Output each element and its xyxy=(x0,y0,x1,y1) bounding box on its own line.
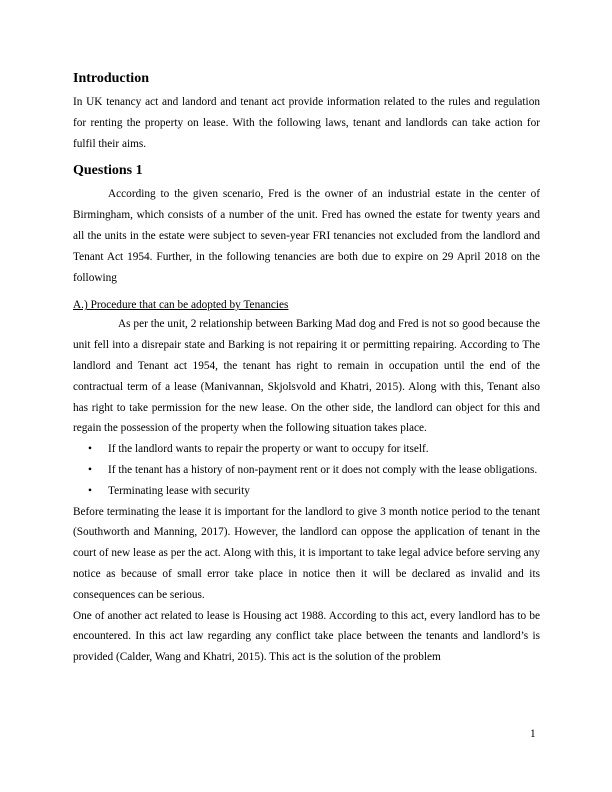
list-item-text: If the tenant has a history of non-payment rent or it does not comply with the lease obligations. xyxy=(108,463,538,476)
list-item xyxy=(73,481,540,502)
list-item xyxy=(73,460,540,481)
bullet-icon: • xyxy=(88,463,92,476)
introduction-paragraph: In UK tenancy act and landord and tenant act provide information related to the rules and regulation for renting the property on lease. With the following laws, tenant and landlords can take action for fulfil their aims. xyxy=(73,96,540,150)
bullet-icon: • xyxy=(88,484,92,497)
questions-1-heading: Questions 1 xyxy=(73,163,143,179)
section-a-heading: A.) Procedure that can be adopted by Tenancies xyxy=(73,299,289,312)
condition-bullet-list xyxy=(73,439,540,501)
list-item-text: If the landlord wants to repair the property or want to occupy for itself. xyxy=(108,443,429,456)
section-a-paragraph-1: As per the unit, 2 relationship between Barking Mad dog and Fred is not so good because the unit fell into a disrepair state and Barking is not repairing it or permitting repairing. According to The landlord and Tenant act 1954, the tenant has right to remain in occupation until the end of the contractual term of a lease (Manivannan, Skjolsvold and Khatri, 2015). Along with this, Tenant also has right to take permission for the new lease. On the other side, the landlord can object for this and regain the possession of the property when the following situation takes place. xyxy=(73,318,540,435)
document-page xyxy=(73,70,540,668)
section-a-paragraph-3: One of another act related to lease is Housing act 1988. According to this act, every landlord has to be encountered. In this act law regarding any conflict take place between the tenants and landlord’s is provided (Calder, Wang and Khatri, 2015). This act is the solution of the problem xyxy=(73,609,540,664)
introduction-heading: Introduction xyxy=(73,71,149,86)
list-item xyxy=(73,439,540,460)
list-item-text: Terminating lease with security xyxy=(108,484,250,497)
bullet-icon: • xyxy=(88,443,92,456)
page-number: 1 xyxy=(530,728,536,740)
section-a-paragraph-2: Before terminating the lease it is important for the landlord to give 3 month notice period to the tenant (Southworth and Manning, 2017). However, the landlord can oppose the application of tenant in the court of new lease as per the act. Along with this, it is important to take legal advice before serving any notice as because of small error take place in notice then it will be declared as invalid and its consequences can be serious. xyxy=(73,505,540,601)
question-1-paragraph: According to the given scenario, Fred is the owner of an industrial estate in the center of Birmingham, which consists of a number of the unit. Fred has owned the estate for twenty years and all the units in the estate were subject to seven-year FRI tenancies not excluded from the landlord and Tenant Act 1954. Further, in the following tenancies are both due to expire on 29 April 2018 on the following xyxy=(73,188,540,284)
